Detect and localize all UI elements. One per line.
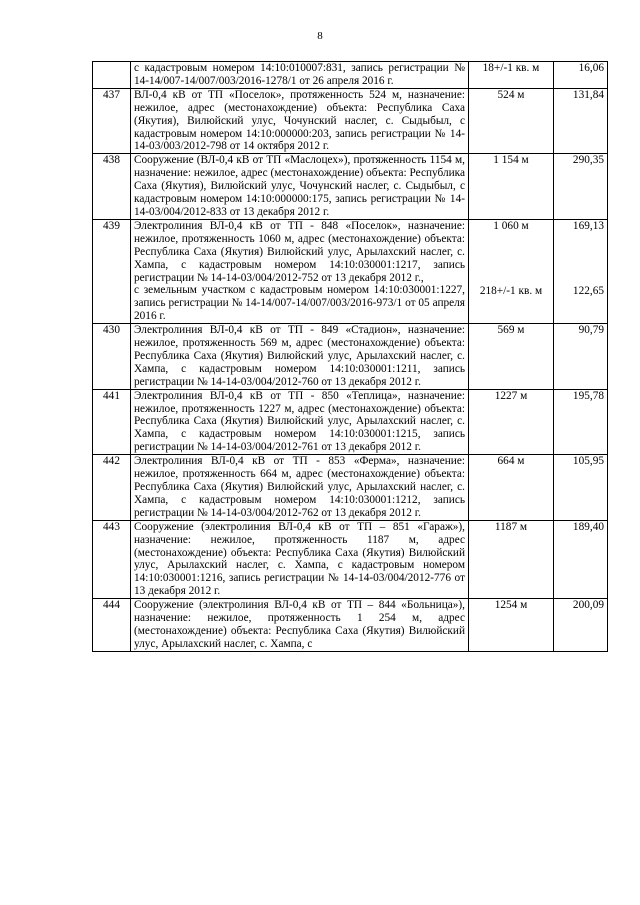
value-text: 131,84 xyxy=(572,88,604,101)
value-text: 290,35 xyxy=(572,154,604,167)
row-number-cell: 441 xyxy=(93,389,131,455)
length-text: 1 154 м xyxy=(493,154,529,167)
row-number-cell: 442 xyxy=(93,455,131,521)
table-row xyxy=(93,324,608,390)
row-number-cell: 430 xyxy=(93,324,131,390)
row-number-cell: 438 xyxy=(93,154,131,220)
value-cell xyxy=(554,324,608,390)
length-cell xyxy=(469,219,554,323)
table-row xyxy=(93,219,608,323)
description-cell xyxy=(131,599,469,652)
value-cell xyxy=(554,520,608,598)
length-text: 1254 м xyxy=(494,599,528,612)
length-text: 1227 м xyxy=(494,389,528,402)
value-text: 105,95 xyxy=(572,455,604,468)
description-text: с кадастровым номером 14:10:010007:831, запись регистрации № 14-14/007-14/007/003/2016-1278/1 от 26 апреля 2016 г. xyxy=(134,62,465,87)
value-cell xyxy=(554,88,608,154)
description-text: Электролиния ВЛ-0,4 кВ от ТП - 853 «Ферма», назначение: нежилое, протяженность 664 м, адрес (местонахождение) объекта: Республика Саха (Якутия) Вилюйский улус, Арылахский наслег, с. Хампа, с кадастровым номером 14:10:030001:1212, запись регистрации № 14-14-03/004/2012-762 от 13 декабря 2012 г. xyxy=(134,455,465,519)
table-row xyxy=(93,520,608,598)
value-text: 200,09 xyxy=(572,599,604,612)
length-cell xyxy=(469,88,554,154)
table-row xyxy=(93,455,608,521)
row-number-cell: 444 xyxy=(93,599,131,652)
length-cell xyxy=(469,520,554,598)
description-text: Электролиния ВЛ-0,4 кВ от ТП - 848 «Поселок», назначение: нежилое, протяженность 1060 м, адрес (местонахождение) объекта: Республика Саха (Якутия) Вилюйский улус, Арылахский наслег, с. Хампа, с кадастровым номером 14:10:030001:1217, запись регистрации № 14-14-03/004/2012-752 от 13 декабря 2012 г., xyxy=(134,219,465,284)
table-row xyxy=(93,88,608,154)
description-cell xyxy=(131,455,469,521)
description-text: Сооружение (ВЛ-0,4 кВ от ТП «Маслоцех»), протяженность 1154 м, назначение: нежилое, адрес (местонахождение) объекта: Республика Саха (Якутия), Вилюйский улус, Чочунский наслег, с. Сыдыбыл, с кадастровым номером 14:10:000000:175, запись регистрации № 14-14-03/004/2012-833 от 13 декабря 2012 г. xyxy=(134,154,465,218)
description-text: Электролиния ВЛ-0,4 кВ от ТП - 849 «Стадион», назначение: нежилое, протяженность 569 м, адрес (местонахождение) объекта: Республика Саха (Якутия) Вилюйский улус, Арылахский наслег, с. Хампа, с кадастровым номером 14:10:030001:1211, запись регистрации № 14-14-03/004/2012-760 от 13 декабря 2012 г. xyxy=(134,324,465,388)
value-cell xyxy=(554,599,608,652)
length-text: 569 м xyxy=(497,324,525,337)
description-text: Сооружение (электролиния ВЛ-0,4 кВ от ТП – 851 «Гараж»), назначение: нежилое, протяженность 1187 м, адрес (местонахождение) объекта: Республика Саха (Якутия) Вилюйский улус, Арылахский наслег, с. Хампа, с кадастровым номером 14:10:030001:1216, запись регистрации № 14-14-03/004/2012-776 от 13 декабря 2012 г. xyxy=(134,520,465,598)
page-number: 8 xyxy=(317,30,323,42)
length-cell xyxy=(469,62,554,89)
value-cell xyxy=(554,455,608,521)
length-text: 1187 м xyxy=(494,520,528,533)
description-cell xyxy=(131,219,469,323)
table-row xyxy=(93,599,608,652)
length-cell xyxy=(469,455,554,521)
description-cell xyxy=(131,88,469,154)
description-text: ВЛ-0,4 кВ от ТП «Поселок», протяженность 524 м, назначение: нежилое, адрес (местонахождение) объекта: Республика Саха (Якутия), Вилюйский улус, Чочунский наслег, с. Сыдыбыл, с кадастровым номером 14:10:000000:203, запись регистрации № 14-14-03/003/2012-798 от 14 октября 2012 г. xyxy=(134,88,465,153)
description-text: Сооружение (электролиния ВЛ-0,4 кВ от ТП – 844 «Больница»), назначение: нежилое, протяженность 1 254 м, адрес (местонахождение) объекта: Республика Саха (Якутия) Вилюйский улус, Арылахский наслег, с. Хампа, с xyxy=(134,599,465,650)
value-text: 90,79 xyxy=(578,324,604,337)
length-text: 524 м xyxy=(497,88,525,101)
description-cell xyxy=(131,520,469,598)
description-text: с земельным участком с кадастровым номером 14:10:030001:1227, запись регистрации № 14-14/007-14/007/003/2016-973/1 от 05 апреля 2016 г. xyxy=(134,284,465,323)
row-number-cell: 443 xyxy=(93,520,131,598)
length-text: 664 м xyxy=(497,455,525,468)
value-text: 16,06 xyxy=(578,62,604,74)
value-text: 195,78 xyxy=(572,389,604,402)
value-text: 122,65 xyxy=(572,284,604,297)
length-cell xyxy=(469,389,554,455)
row-number-cell: 439 xyxy=(93,219,131,323)
length-cell xyxy=(469,324,554,390)
description-cell xyxy=(131,389,469,455)
length-cell xyxy=(469,599,554,652)
length-text: 1 060 м xyxy=(493,219,529,232)
length-cell xyxy=(469,154,554,220)
row-number-cell: 437 xyxy=(93,88,131,154)
value-cell xyxy=(554,389,608,455)
value-text: 189,40 xyxy=(572,520,604,533)
description-cell xyxy=(131,62,469,89)
table-row xyxy=(93,62,608,89)
property-registry-table xyxy=(92,61,608,652)
description-cell xyxy=(131,154,469,220)
value-cell xyxy=(554,154,608,220)
length-text: 218+/-1 кв. м xyxy=(479,284,543,297)
value-text: 169,13 xyxy=(572,219,604,232)
value-cell xyxy=(554,219,608,323)
row-number-cell xyxy=(93,62,131,89)
value-cell xyxy=(554,62,608,89)
registry-table-body xyxy=(93,62,608,652)
description-cell xyxy=(131,324,469,390)
length-text: 18+/-1 кв. м xyxy=(482,62,540,74)
description-text: Электролиния ВЛ-0,4 кВ от ТП - 850 «Теплица», назначение: нежилое, протяженность 1227 м, адрес (местонахождение) объекта: Республика Саха (Якутия) Вилюйский улус, Арылахский наслег, с. Хампа, с кадастровым номером 14:10:030001:1215, запись регистрации № 14-14-03/004/2012-761 от 13 декабря 2012 г. xyxy=(134,389,465,454)
table-row xyxy=(93,154,608,220)
table-row xyxy=(93,389,608,455)
